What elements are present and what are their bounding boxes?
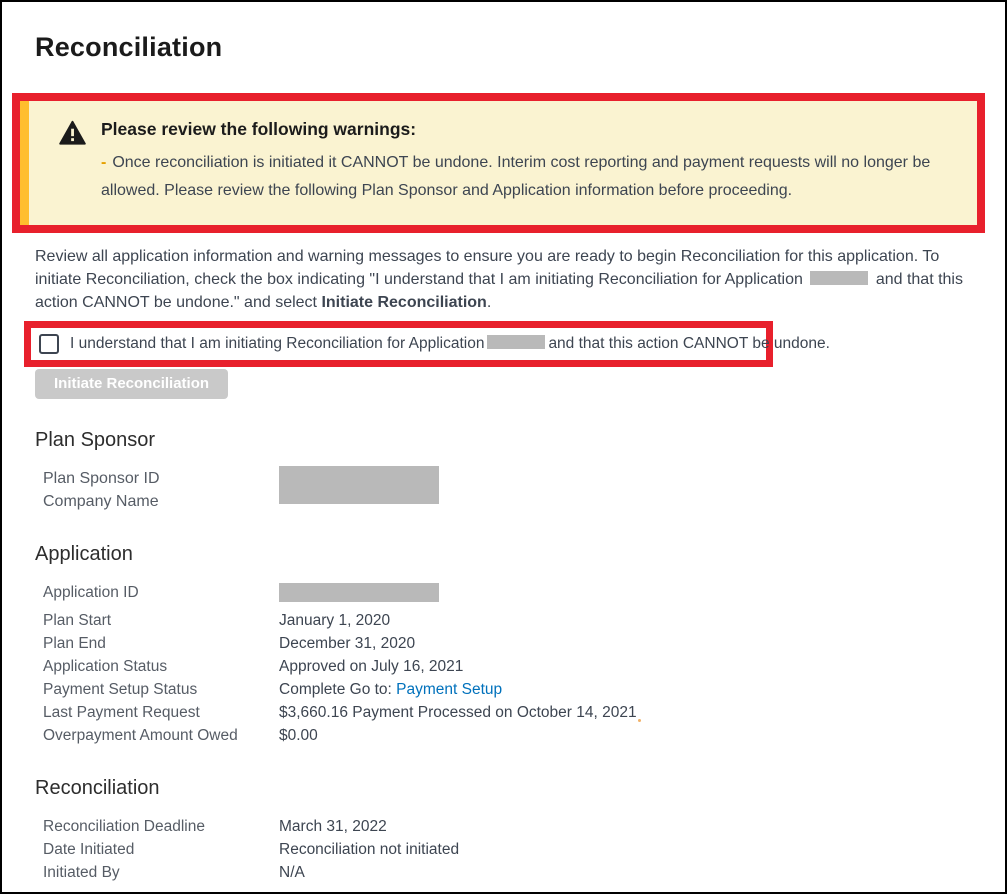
info-row xyxy=(43,678,981,701)
stray-pixel-artifact xyxy=(638,719,641,722)
info-row xyxy=(43,861,981,884)
intro-bold-action: Initiate Reconciliation xyxy=(321,294,487,311)
intro-text-after: and that this action CANNOT be undone." and select xyxy=(35,271,963,311)
application-heading: Application xyxy=(35,543,133,565)
field-value: Approved on July 16, 2021 xyxy=(279,658,464,675)
redacted-value-block xyxy=(279,583,439,602)
payment-setup-link[interactable]: Payment Setup xyxy=(396,681,503,698)
field-value: December 31, 2020 xyxy=(279,635,416,652)
plan-sponsor-section xyxy=(35,429,981,513)
checkbox-annotation-frame xyxy=(24,321,830,367)
intro-text-before: Review all application information and warning messages to ensure you are ready to begin Reconciliation for this application. To initiate Reconciliation, check the box indicating "I understand that I am initiating Reconciliation for Application xyxy=(35,248,940,288)
checkbox-label-before: I understand that I am initiating Reconciliation for Application xyxy=(70,335,485,352)
field-label: Reconciliation Deadline xyxy=(43,818,205,835)
field-label: Payment Setup Status xyxy=(43,681,198,698)
warning-heading: Please review the following warnings: xyxy=(101,119,417,139)
field-label: Application Status xyxy=(43,658,168,675)
info-row xyxy=(43,724,981,747)
field-label: Company Name xyxy=(43,493,159,510)
confirm-checkbox-label[interactable] xyxy=(70,335,830,353)
info-row xyxy=(43,838,981,861)
redacted-application-id xyxy=(487,335,545,349)
field-value: Reconciliation not initiated xyxy=(279,841,460,858)
field-label: Initiated By xyxy=(43,864,120,881)
warning-bullet-text: Once reconciliation is initiated it CANNOT be undone. Interim cost reporting and payment requests will no longer be allowed. Please review the following Plan Sponsor and Application information before proceeding. xyxy=(101,154,931,199)
field-value: N/A xyxy=(279,864,305,881)
plan-sponsor-heading: Plan Sponsor xyxy=(35,429,156,451)
warning-triangle-icon xyxy=(59,120,86,205)
redacted-value-block xyxy=(279,466,439,504)
redacted-application-id xyxy=(810,271,868,285)
plan-sponsor-rows xyxy=(35,467,981,513)
field-label: Plan Start xyxy=(43,612,112,629)
reconciliation-rows xyxy=(35,815,981,884)
info-row xyxy=(43,815,981,838)
initiate-reconciliation-button[interactable]: Initiate Reconciliation xyxy=(35,369,228,399)
application-rows xyxy=(35,581,981,747)
field-value: $3,660.16 Payment Processed on October 14, 2021 xyxy=(279,704,637,721)
info-row xyxy=(43,632,981,655)
warning-alert-body xyxy=(101,119,951,205)
warning-alert xyxy=(20,101,977,225)
page-content xyxy=(2,32,1005,884)
field-value xyxy=(279,678,502,701)
application-section xyxy=(35,543,981,747)
checkbox-label-after: and that this action CANNOT be undone. xyxy=(548,335,830,352)
info-row xyxy=(43,609,981,632)
field-value xyxy=(279,581,439,609)
field-value: March 31, 2022 xyxy=(279,818,387,835)
payment-setup-status-text: Complete Go to: xyxy=(279,681,392,698)
confirm-checkbox[interactable] xyxy=(39,334,59,354)
page-title: Reconciliation xyxy=(35,32,223,62)
field-value: $0.00 xyxy=(279,727,318,744)
field-label: Application ID xyxy=(43,584,139,601)
intro-paragraph xyxy=(35,245,973,314)
field-label: Date Initiated xyxy=(43,841,135,858)
field-value: January 1, 2020 xyxy=(279,612,391,629)
field-label: Overpayment Amount Owed xyxy=(43,727,238,744)
info-row xyxy=(43,701,981,724)
reconciliation-section xyxy=(35,777,981,884)
field-label: Last Payment Request xyxy=(43,704,200,721)
info-row xyxy=(43,581,981,609)
intro-period: . xyxy=(486,294,492,311)
bullet-dash: - xyxy=(101,154,107,171)
info-row xyxy=(43,655,981,678)
field-label: Plan End xyxy=(43,635,106,652)
reconciliation-heading: Reconciliation xyxy=(35,777,160,799)
field-label: Plan Sponsor ID xyxy=(43,470,160,487)
warning-annotation-frame xyxy=(12,93,985,233)
warning-bullet xyxy=(101,149,951,205)
